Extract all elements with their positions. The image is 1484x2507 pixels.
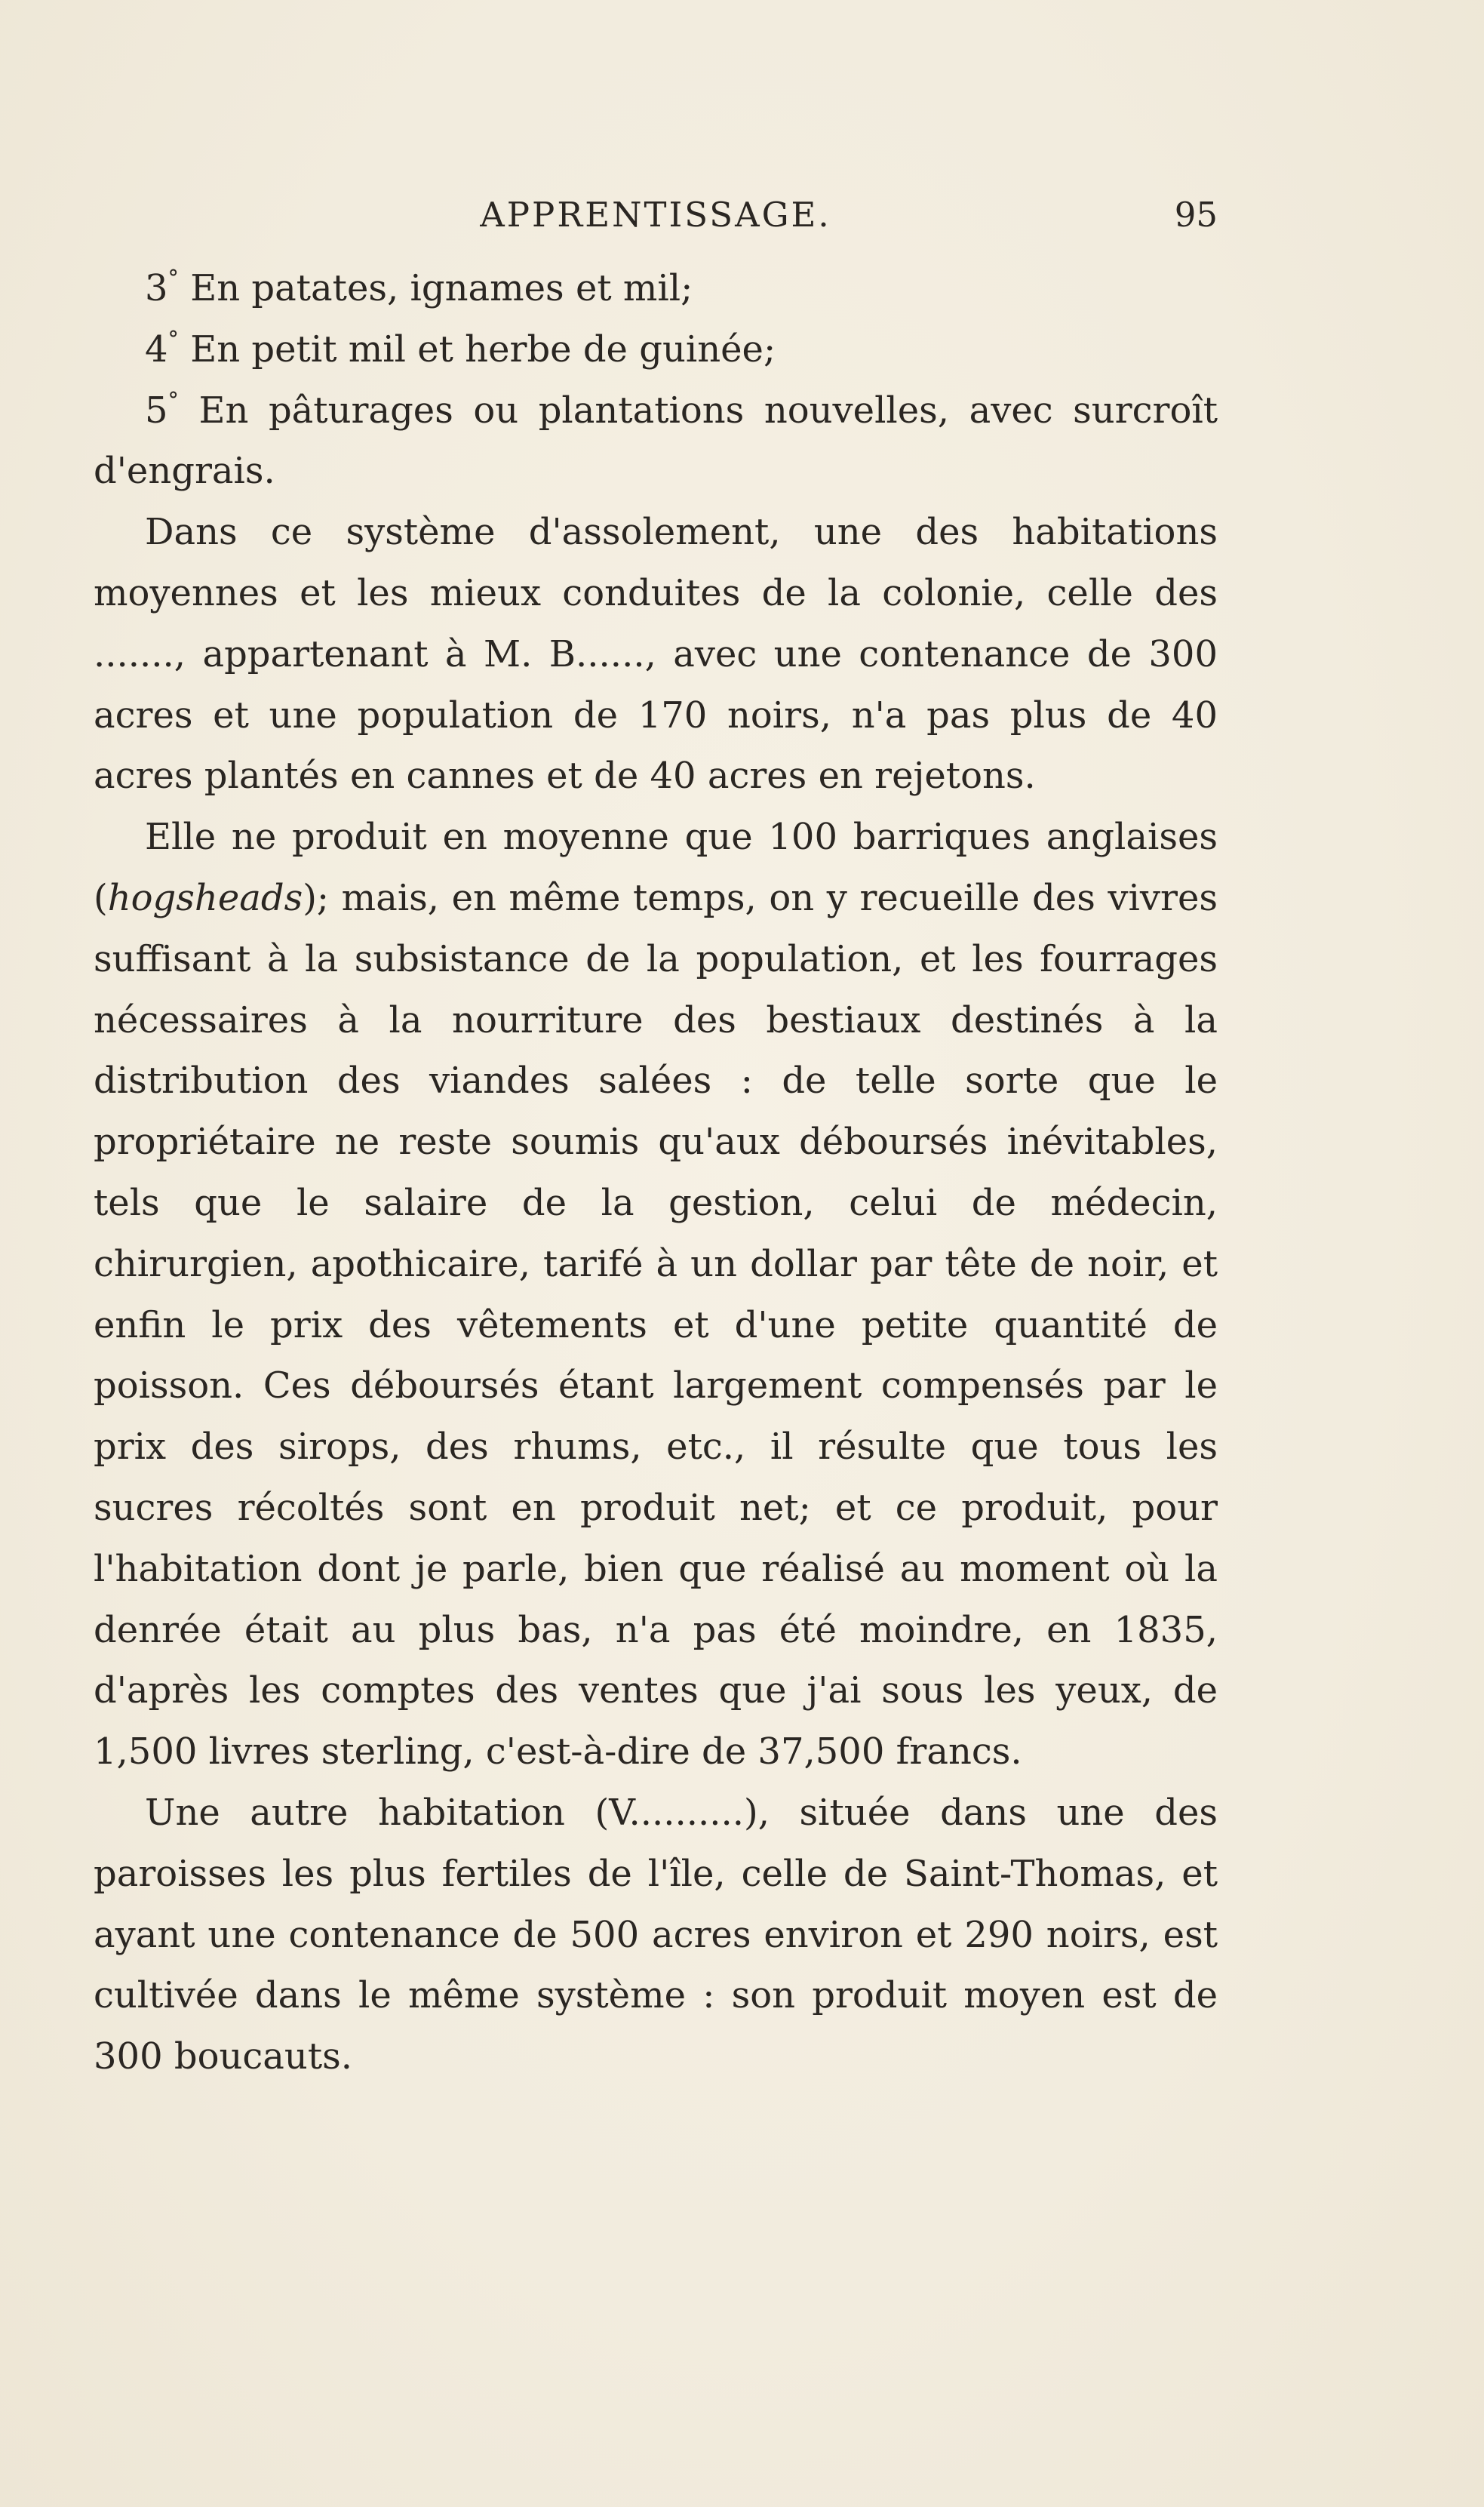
degree-sign: ° [167, 386, 179, 413]
list-ordinal: 5 [145, 389, 168, 432]
paragraph-assolement: Dans ce système d'assolement, une des habitations moyennes et les mieux conduites de la colonie, celle des ......., appartenant à M. B......, avec une contenance de 300 acres et une population de 170 noirs, n'a pas plus de 40 acres plantés en cannes et de 40 acres en rejetons. [94, 511, 1218, 798]
paragraph-produit [94, 807, 1218, 1783]
list-ordinal: 4 [145, 328, 168, 371]
paragraph-autre-habitation: Une autre habitation (V..........), située dans une des paroisses les plus fertiles de l'île, celle de Saint-Thomas, et ayant une contenance de 500 acres environ et 290 noirs, est cultivée dans le même système : son produit moyen est de 300 boucauts. [94, 1791, 1218, 2078]
list-item-5 [94, 380, 1218, 503]
list-item-4 [94, 319, 1218, 380]
running-head [94, 189, 1218, 241]
list-item-text: En petit mil et herbe de guinée; [178, 328, 776, 371]
page-number: 95 [1174, 195, 1218, 235]
running-title: APPRENTISSAGE. [480, 195, 831, 235]
list-item-3 [94, 258, 1218, 319]
italic-term: hogsheads [107, 876, 303, 919]
paragraph-produit-start: Elle ne produit en moyenne que 100 barriques anglaises ( [94, 816, 1218, 919]
degree-sign: ° [167, 264, 179, 291]
paragraph-produit-rest: ); mais, en même temps, on y recueille des vivres suffisant à la subsistance de la population, et les fourrages nécessaires à la nourriture des bestiaux destinés à la distribution des viandes salées : de telle sorte que le propriétaire ne reste soumis qu'aux déboursés inévitables, tels que le salaire de la gestion, celui de médecin, chirurgien, apothicaire, tarifé à un dollar par tête de noir, et enfin le prix des vêtements et d'une petite quantité de poisson. Ces déboursés étant largement compensés par le prix des sirops, des rhums, etc., il résulte que tous les sucres récoltés sont en produit net; et ce produit, pour l'habitation dont je parle, bien que réalisé au moment où la denrée était au plus bas, n'a pas été moindre, en 1835, d'après les comptes des ventes que j'ai sous les yeux, de 1,500 livres sterling, c'est-à-dire de 37,500 francs. [94, 876, 1218, 1773]
body-text [94, 258, 1218, 2087]
list-item-text: En pâturages ou plantations nouvelles, avec surcroît d'engrais. [94, 389, 1218, 493]
list-ordinal: 3 [145, 267, 168, 309]
degree-sign: ° [167, 325, 179, 352]
list-item-text: En patates, ignames et mil; [178, 267, 693, 309]
